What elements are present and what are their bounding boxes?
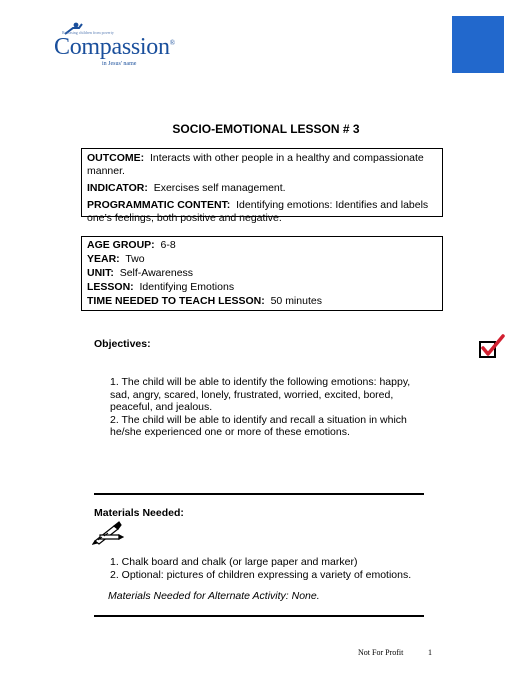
lesson-line: LESSON: Identifying Emotions: [87, 281, 235, 293]
logo-tagline: Releasing children from poverty: [62, 30, 114, 35]
list-item: 2. Optional: pictures of children expressing a variety of emotions.: [110, 569, 412, 581]
checkbox-check-icon: [478, 334, 506, 360]
outcome-line: OUTCOME: Interacts with other people in a healthy and compassionate manner.: [87, 152, 424, 177]
programmatic-content-line: PROGRAMMATIC CONTENT: Identifying emotions: Identifies and labels one’s feelings, both positive and negative.: [87, 199, 429, 224]
outcome-box: [81, 148, 443, 224]
materials-heading: Materials Needed:: [94, 507, 184, 519]
list-item: 1. Chalk board and chalk (or large paper and marker): [110, 556, 358, 568]
logo-subtitle: in Jesus' name: [102, 61, 137, 67]
divider: [94, 493, 424, 495]
lesson-info-box: [81, 236, 443, 311]
objectives-list: [110, 376, 430, 439]
list-item: 1. The child will be able to identify the following emotions: happy, sad, angry, scared, lonely, frustrated, worried, excited, bored, peaceful, and jealous.: [110, 376, 411, 413]
objectives-heading: Objectives:: [94, 338, 151, 350]
compassion-logo: [52, 22, 182, 72]
indicator-line: INDICATOR: Exercises self management.: [87, 182, 286, 194]
divider: [94, 615, 424, 617]
age-group-line: AGE GROUP: 6-8: [87, 239, 176, 251]
lesson-title: SOCIO-EMOTIONAL LESSON # 3: [172, 122, 360, 136]
alternate-activity-materials: Materials Needed for Alternate Activity: None.: [108, 590, 320, 602]
materials-list: [110, 556, 440, 582]
blue-corner-block: [452, 16, 504, 73]
list-item: 2. The child will be able to identify and recall a situation in which he/she experienced one or more of these emotions.: [110, 413, 407, 438]
page-number: 1: [428, 648, 432, 657]
logo-brand: Compassion®: [54, 34, 175, 60]
time-needed-line: TIME NEEDED TO TEACH LESSON: 50 minutes: [87, 295, 322, 307]
footer-text: Not For Profit: [358, 648, 404, 657]
unit-line: UNIT: Self-Awareness: [87, 267, 194, 279]
crayon-icon: [92, 521, 124, 545]
year-line: YEAR: Two: [87, 253, 145, 265]
